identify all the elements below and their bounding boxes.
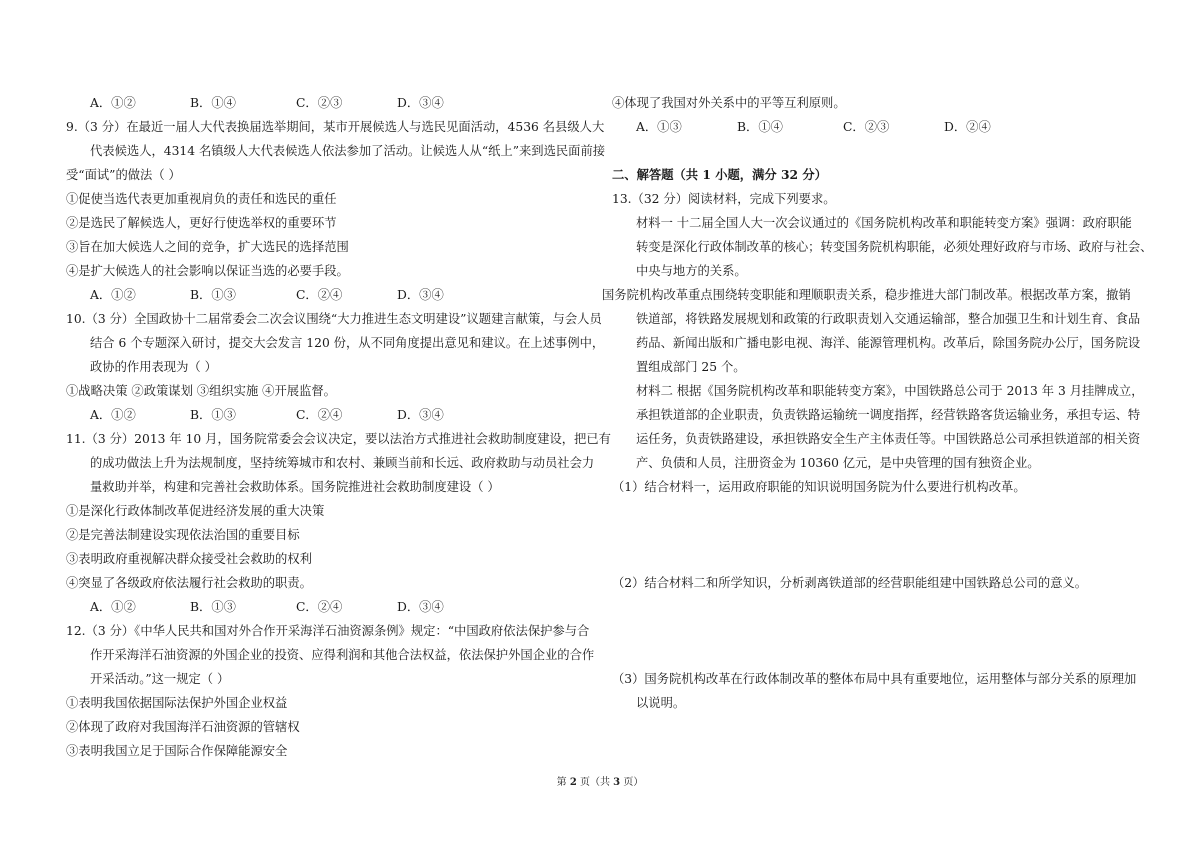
option-a: A．①② [90, 408, 136, 422]
answer-space-1 [612, 499, 1137, 571]
q10-statement: ①战略决策 ②政策谋划 ③组织实施 ④开展监督。 [66, 384, 336, 398]
sub-question-1: （1）结合材料一，运用政府职能的知识说明国务院为什么要进行机构改革。 [612, 480, 1026, 494]
option-d: D．③④ [397, 288, 444, 302]
option-c: C．②④ [296, 600, 343, 614]
q12-statement: ④体现了我国对外关系中的平等互利原则。 [612, 96, 846, 110]
q12-statement: ②体现了政府对我国海洋石油资源的管辖权 [66, 720, 300, 734]
option-c: C．②③ [843, 120, 890, 134]
sub-question-3: （3）国务院机构改革在行政体制改革的整体布局中具有重要地位，运用整体与部分关系的原理加 [612, 672, 1137, 686]
option-a: A．①② [90, 600, 136, 614]
option-b: B．①③ [190, 600, 236, 614]
q11-statement: ①是深化行政体制改革促进经济发展的重大决策 [66, 504, 325, 518]
material1b-line: 国务院机构改革重点围绕转变职能和理顺职责关系，稳步推进大部门制改革。根据改革方案，撤销 [602, 288, 1131, 302]
q9-statement: ②是选民了解候选人，更好行使选举权的重要环节 [66, 216, 337, 230]
q10-stem-line: 结合 6 个专题深入研讨，提交大会发言 120 份，从不同角度提出意见和建议。在上述事例中， [90, 336, 605, 350]
answer-space-2 [612, 595, 1137, 667]
q9-statement: ③旨在加大候选人之间的竞争，扩大选民的选择范围 [66, 240, 349, 254]
q12-stem-line: 开采活动。”这一规定（ ） [90, 672, 230, 686]
option-a: A．①② [90, 288, 136, 302]
option-c: C．②④ [296, 288, 343, 302]
q12-stem-line: 作开采海洋石油资源的外国企业的投资、应得利润和其他合法权益，依法保护外国企业的合作 [90, 648, 595, 662]
q11-stem-line: 的成功做法上升为法规制度，坚持统筹城市和农村、兼顾当前和长远、政府救助与动员社会力 [90, 456, 595, 470]
page-footer [0, 773, 1200, 788]
footer-page-number: 2 [569, 777, 577, 788]
option-d: D．③④ [397, 408, 444, 422]
material2-line: 产、负债和人员，注册资金为 10360 亿元，是中央管理的国有独资企业。 [636, 456, 1040, 470]
option-a: A．①② [90, 96, 136, 110]
option-b: B．①③ [190, 288, 236, 302]
q9-stem-line: 代表候选人，4314 名镇级人大代表候选人依法参加了活动。让候选人从“纸上”来到选民面前接 [90, 144, 606, 158]
q11-statement: ③表明政府重视解决群众接受社会救助的权利 [66, 552, 312, 566]
footer-total-pages: 3 [613, 777, 621, 788]
q9-statement: ①促使当选代表更加重视肩负的责任和选民的重任 [66, 192, 337, 206]
q12-statement: ③表明我国立足于国际合作保障能源安全 [66, 744, 288, 758]
material1b-line: 药品、新闻出版和广播电影电视、海洋、能源管理机构。改革后，除国务院办公厅，国务院设 [636, 336, 1141, 350]
footer-middle: 页（共 [576, 777, 614, 788]
option-d: D．②④ [944, 120, 991, 134]
footer-prefix: 第 [556, 777, 570, 788]
q9-options [66, 283, 592, 307]
q10-stem-line: 10.（3 分）全国政协十二届常委会二次会议围绕“大力推进生态文明建设”议题建言献策，与会人员 [66, 312, 602, 326]
material2-line: 材料二 根据《国务院机构改革和职能转变方案》，中国铁路总公司于 2013 年 3 月挂牌成立， [636, 384, 1144, 398]
option-d: D．③④ [397, 96, 444, 110]
section-title: 二、解答题（共 1 小题，满分 32 分） [612, 167, 827, 182]
footer-suffix: 页） [620, 777, 644, 788]
q11-options [66, 595, 592, 619]
sub-question-3-cont: 以说明。 [636, 696, 686, 710]
q12-statement: ①表明我国依据国际法保护外国企业权益 [66, 696, 288, 710]
q13-intro: 13.（32 分）阅读材料，完成下列要求。 [612, 192, 836, 206]
material1-line: 中央与地方的关系。 [636, 264, 747, 278]
q9-statement: ④是扩大候选人的社会影响以保证当选的必要手段。 [66, 264, 349, 278]
q9-stem-line: 受“面试”的做法（ ） [66, 168, 181, 182]
sub-question-2: （2）结合材料二和所学知识，分析剥离铁道部的经营职能组建中国铁路总公司的意义。 [612, 576, 1088, 590]
q11-stem-line: 量救助并举，构建和完善社会救助体系。国务院推进社会救助制度建设（ ） [90, 480, 500, 494]
option-b: B．①④ [737, 120, 783, 134]
option-b: B．①④ [190, 96, 236, 110]
q12-options [612, 115, 1137, 139]
q12-stem-line: 12.（3 分）《中华人民共和国对外合作开采海洋石油资源条例》规定：“中国政府依法保护参与合 [66, 624, 590, 638]
option-d: D．③④ [397, 600, 444, 614]
material1-line: 材料一 十二届全国人大一次会议通过的《国务院机构改革和职能转变方案》强调：政府职能 [636, 216, 1132, 230]
option-b: B．①③ [190, 408, 236, 422]
q11-statement: ②是完善法制建设实现依法治国的重要目标 [66, 528, 300, 542]
spacer [612, 139, 1137, 163]
q9-stem-line: 9.（3 分）在最近一届人大代表换届选举期间，某市开展候选人与选民见面活动，4536 名县级人大 [66, 120, 605, 134]
q8-options [66, 91, 592, 115]
material1-line: 转变是深化行政体制改革的核心；转变国务院机构职能，必须处理好政府与市场、政府与社会、 [636, 240, 1153, 254]
material1b-line: 铁道部，将铁路发展规划和政策的行政职责划入交通运输部，整合加强卫生和计划生育、食品 [636, 312, 1141, 326]
right-column [602, 91, 1153, 715]
material1b-line: 置组成部门 25 个。 [636, 360, 746, 374]
q11-statement: ④突显了各级政府依法履行社会救助的职责。 [66, 576, 312, 590]
material2-line: 承担铁道部的企业职责，负责铁路运输统一调度指挥，经营铁路客货运输业务，承担专运、特 [636, 408, 1141, 422]
left-column [66, 91, 611, 763]
material2-line: 运任务，负责铁路建设，承担铁路安全生产主体责任等。中国铁路总公司承担铁道部的相关资 [636, 432, 1141, 446]
option-c: C．②③ [296, 96, 343, 110]
option-a: A．①③ [636, 120, 682, 134]
q10-stem-line: 政协的作用表现为（ ） [90, 360, 217, 374]
option-c: C．②④ [296, 408, 343, 422]
q10-options [66, 403, 592, 427]
q11-stem-line: 11.（3 分）2013 年 10 月，国务院常委会会议决定，要以法治方式推进社会救助制度建设，把已有 [66, 432, 611, 446]
